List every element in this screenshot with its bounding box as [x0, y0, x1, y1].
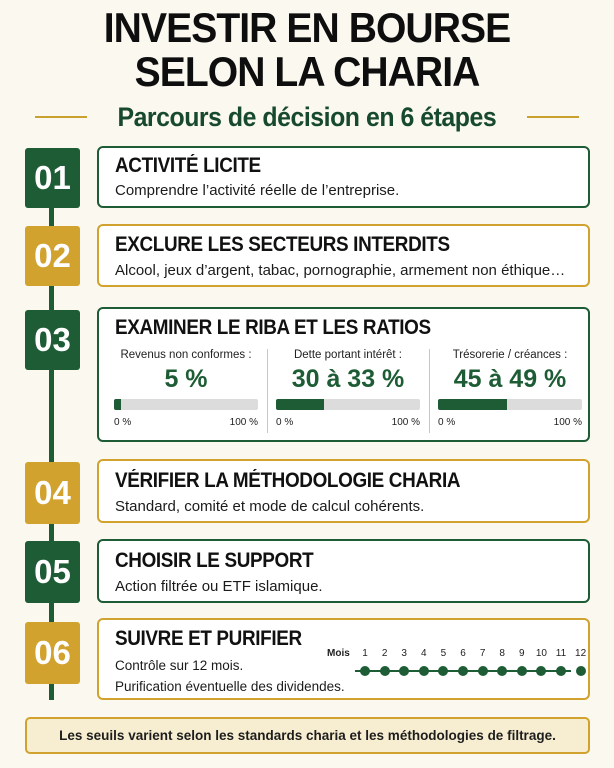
- subtitle-divider-right: [527, 116, 579, 118]
- month-number: 6: [460, 648, 466, 659]
- step-5-description: Action filtrée ou ETF islamique.: [115, 578, 323, 595]
- step-1-title: ACTIVITÉ LICITE: [115, 154, 261, 177]
- step-5-title: CHOISIR LE SUPPORT: [115, 549, 314, 572]
- month-dot: [438, 666, 448, 676]
- ratio-bar-max: 100 %: [229, 417, 258, 428]
- ratio-non-compliant-revenue: [111, 349, 261, 433]
- ratio-bar-max: 100 %: [553, 417, 582, 428]
- ratio-value: 30 à 33 %: [291, 365, 405, 393]
- month-number: 8: [499, 648, 505, 659]
- month-number: 2: [381, 648, 388, 659]
- month-dot: [497, 666, 507, 676]
- step-3-title: EXAMINER LE RIBA ET LES RATIOS: [115, 316, 431, 339]
- main-title-line-1: INVESTIR EN BOURSE: [103, 4, 511, 51]
- month-dot: [536, 666, 546, 676]
- footer-note: Les seuils varient selon les standards charia et les méthodologies de filtrage.: [59, 728, 556, 743]
- step-2-card: [97, 224, 590, 287]
- ratio-bar-max: 100 %: [391, 417, 420, 428]
- monthly-timeline: [325, 642, 585, 682]
- month-dot: [458, 666, 468, 676]
- subtitle: Parcours de décision en 6 étapes: [117, 101, 497, 132]
- month-number: 10: [535, 648, 547, 659]
- ratio-bar-fill: [438, 399, 507, 410]
- month-dot: [419, 666, 429, 676]
- month-number: 9: [519, 648, 525, 659]
- month-number: 11: [555, 648, 567, 659]
- ratio-label: Revenus non conformes :: [120, 349, 252, 361]
- ratio-bar-min: 0 %: [438, 417, 456, 428]
- ratio-bar: [114, 399, 258, 410]
- ratio-value: 45 à 49 %: [453, 365, 567, 393]
- step-5-card: [97, 539, 590, 603]
- month-dot: [380, 666, 390, 676]
- step-6-number: 06: [25, 622, 80, 684]
- step-3-card: [97, 307, 590, 442]
- subtitle-divider-left: [35, 116, 87, 118]
- month-dot: [360, 666, 370, 676]
- step-4-description: Standard, comité et mode de calcul cohérents.: [115, 498, 425, 515]
- ratio-value: 5 %: [164, 365, 208, 393]
- month-number: 3: [401, 648, 407, 659]
- step-4-number: 04: [25, 462, 80, 524]
- month-dot: [478, 666, 488, 676]
- month-number: 12: [575, 648, 587, 659]
- ratio-cash-receivables: [435, 349, 585, 433]
- footer-note-box: [25, 717, 590, 754]
- ratio-separator: [267, 349, 268, 433]
- ratio-bar: [438, 399, 582, 410]
- ratio-bar-min: 0 %: [276, 417, 294, 428]
- ratio-label: Trésorerie / créances :: [452, 349, 568, 361]
- step-2-description: Alcool, jeux d’argent, tabac, pornographie, armement non éthique…: [115, 262, 566, 279]
- ratio-bar-fill: [114, 399, 121, 410]
- month-dot: [556, 666, 566, 676]
- month-dot: [517, 666, 527, 676]
- ratio-label: Dette portant intérêt :: [293, 349, 403, 361]
- month-dot: [576, 666, 586, 676]
- month-number: 7: [479, 648, 486, 659]
- step-1-number: 01: [25, 148, 80, 208]
- month-dot: [399, 666, 409, 676]
- step-1-card: [97, 146, 590, 208]
- subtitle-row: [0, 100, 614, 134]
- step-4-title: VÉRIFIER LA MÉTHODOLOGIE CHARIA: [115, 469, 461, 492]
- step-5-number: 05: [25, 541, 80, 603]
- month-number: 4: [421, 648, 427, 659]
- step-6-card: [97, 618, 590, 700]
- step-6-description-2: Purification éventuelle des dividendes.: [115, 679, 345, 694]
- step-6-description: Contrôle sur 12 mois.: [115, 658, 244, 673]
- step-1-description: Comprendre l’activité réelle de l’entreprise.: [115, 182, 400, 199]
- step-2-number: 02: [25, 226, 80, 286]
- ratio-separator: [429, 349, 430, 433]
- ratio-bar-min: 0 %: [114, 417, 132, 428]
- step-6-title: SUIVRE ET PURIFIER: [115, 627, 302, 650]
- month-number: 5: [440, 648, 447, 659]
- month-number: 1: [362, 648, 368, 659]
- ratio-bar: [276, 399, 420, 410]
- main-title-line-2: SELON LA CHARIA: [134, 48, 480, 95]
- step-2-title: EXCLURE LES SECTEURS INTERDITS: [115, 233, 450, 256]
- step-4-card: [97, 459, 590, 523]
- ratio-bar-fill: [276, 399, 324, 410]
- step-3-number: 03: [25, 310, 80, 370]
- ratio-interest-debt: [273, 349, 423, 433]
- months-label: Mois: [327, 648, 350, 659]
